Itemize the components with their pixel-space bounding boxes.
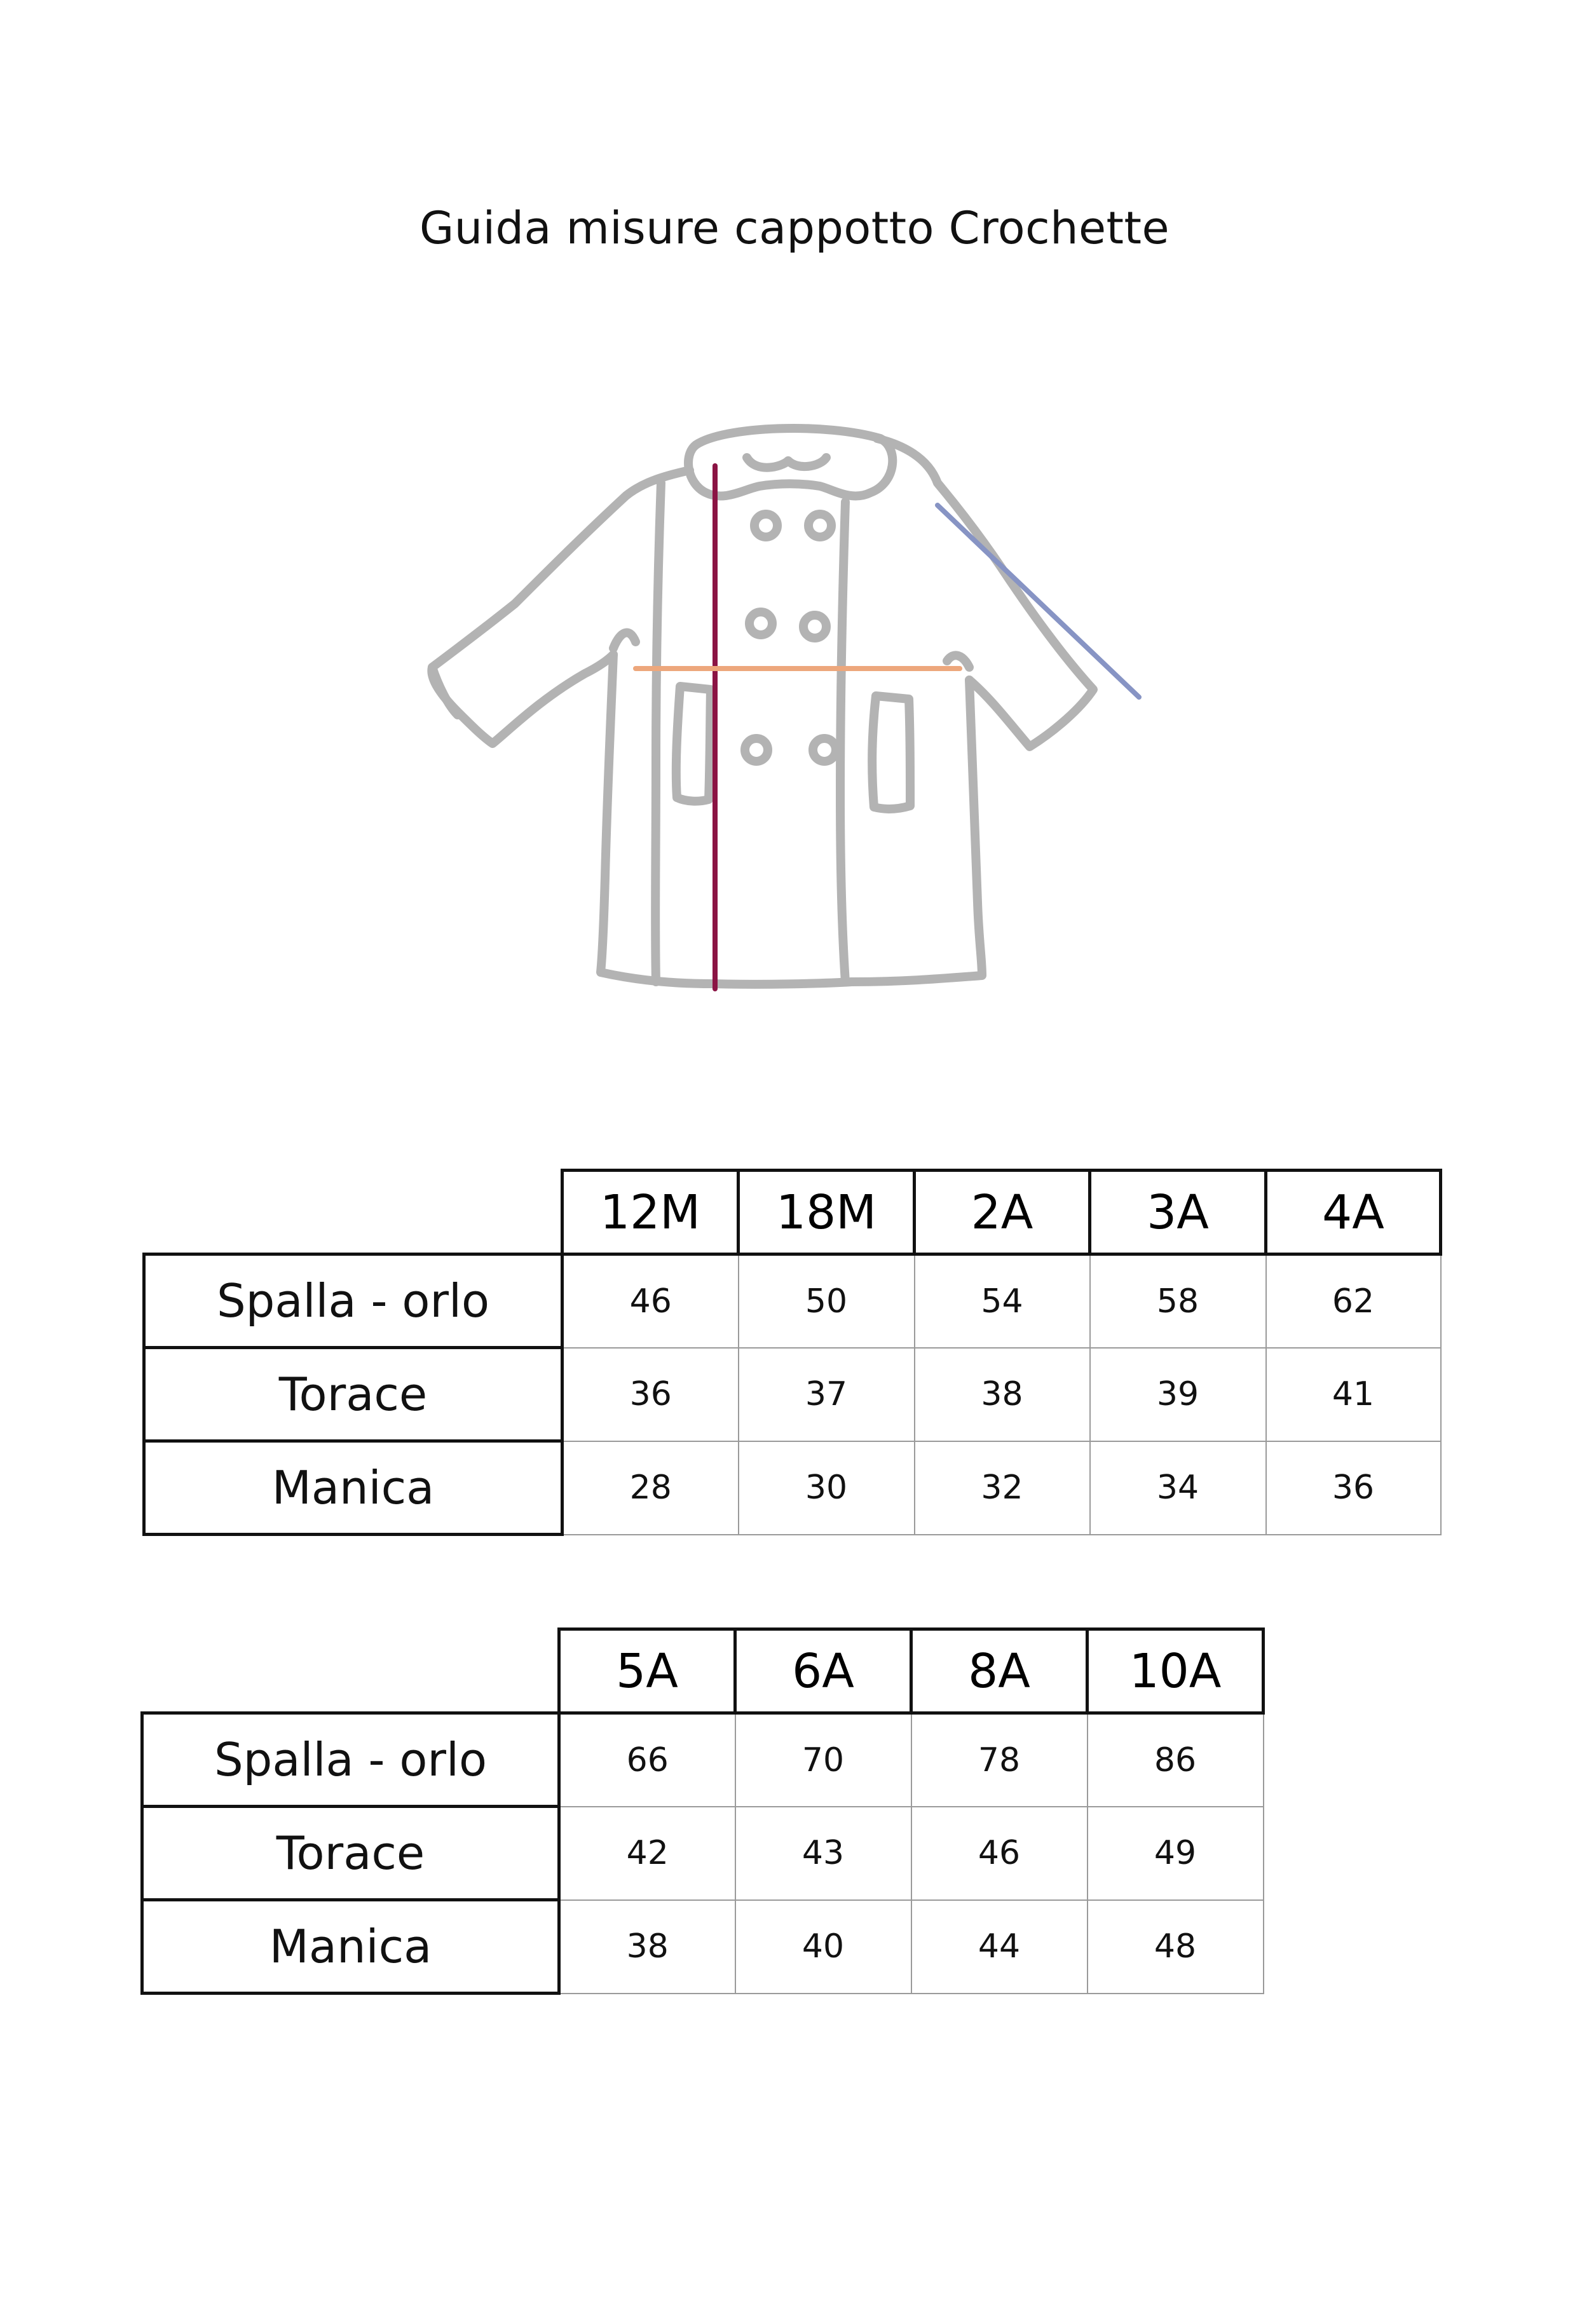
value-cell: 44 <box>911 1900 1088 1994</box>
size-header: 18M <box>739 1171 915 1254</box>
measure-row-spalla-orlo <box>144 1254 1441 1348</box>
row-label-torace: Torace <box>142 1807 559 1900</box>
page-title: Guida misure cappotto Crochette <box>419 202 1170 254</box>
size-table-2 <box>140 1627 1265 1995</box>
value-cell: 62 <box>1266 1254 1441 1348</box>
size-header: 8A <box>911 1629 1088 1713</box>
value-cell: 32 <box>915 1441 1090 1535</box>
measure-row-manica <box>144 1441 1441 1535</box>
row-label-spalla-orlo: Spalla - orlo <box>142 1713 559 1807</box>
value-cell: 39 <box>1090 1348 1266 1441</box>
header-corner <box>144 1171 563 1254</box>
value-cell: 37 <box>739 1348 915 1441</box>
value-cell: 50 <box>739 1254 915 1348</box>
size-header: 10A <box>1088 1629 1264 1713</box>
size-header: 3A <box>1090 1171 1266 1254</box>
size-header: 4A <box>1266 1171 1441 1254</box>
value-cell: 41 <box>1266 1348 1441 1441</box>
row-label-manica: Manica <box>144 1441 563 1535</box>
measure-row-torace <box>142 1807 1264 1900</box>
value-cell: 48 <box>1088 1900 1264 1994</box>
value-cell: 46 <box>911 1807 1088 1900</box>
value-cell: 70 <box>735 1713 911 1807</box>
size-header: 12M <box>563 1171 739 1254</box>
value-cell: 38 <box>915 1348 1090 1441</box>
value-cell: 43 <box>735 1807 911 1900</box>
value-cell: 36 <box>563 1348 739 1441</box>
coat-sketch-icon <box>407 407 1170 1010</box>
size-header: 5A <box>559 1629 735 1713</box>
measure-row-manica <box>142 1900 1264 1994</box>
row-label-spalla-orlo: Spalla - orlo <box>144 1254 563 1348</box>
row-label-torace: Torace <box>144 1348 563 1441</box>
row-label-manica: Manica <box>142 1900 559 1994</box>
value-cell: 66 <box>559 1713 735 1807</box>
value-cell: 54 <box>915 1254 1090 1348</box>
size-header-row <box>142 1629 1264 1713</box>
size-header: 2A <box>915 1171 1090 1254</box>
size-header: 6A <box>735 1629 911 1713</box>
size-header-row <box>144 1171 1441 1254</box>
value-cell: 58 <box>1090 1254 1266 1348</box>
value-cell: 28 <box>563 1441 739 1535</box>
measure-row-spalla-orlo <box>142 1713 1264 1807</box>
value-cell: 34 <box>1090 1441 1266 1535</box>
value-cell: 30 <box>739 1441 915 1535</box>
value-cell: 46 <box>563 1254 739 1348</box>
value-cell: 86 <box>1088 1713 1264 1807</box>
value-cell: 42 <box>559 1807 735 1900</box>
value-cell: 38 <box>559 1900 735 1994</box>
value-cell: 78 <box>911 1713 1088 1807</box>
value-cell: 40 <box>735 1900 911 1994</box>
value-cell: 36 <box>1266 1441 1441 1535</box>
size-table-1 <box>142 1169 1442 1536</box>
header-corner <box>142 1629 559 1713</box>
measure-row-torace <box>144 1348 1441 1441</box>
value-cell: 49 <box>1088 1807 1264 1900</box>
